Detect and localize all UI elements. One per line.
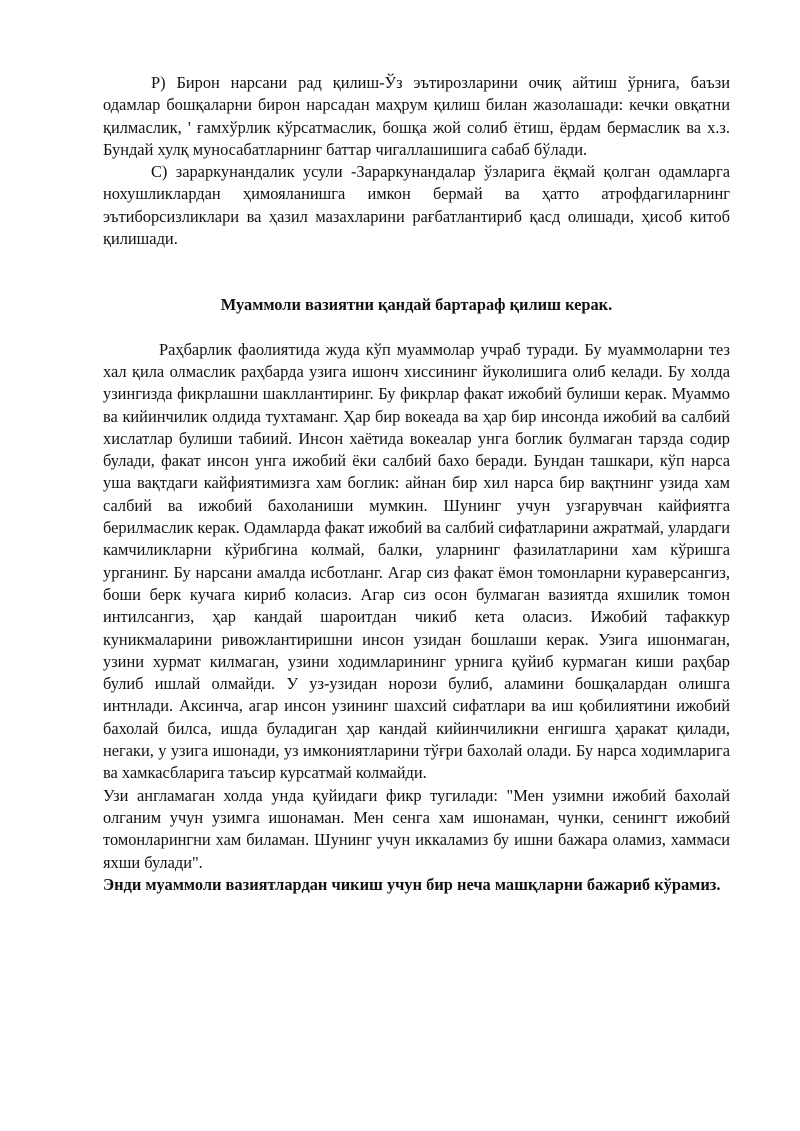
blank-line (103, 250, 730, 272)
paragraph-quote: Узи англамаган холда унда қуйидаги фикр тугилади: "Мен узимни ижобий бахолай олганим учун узимга ишонаман. Мен сенга хам ишонаман, чунки, сенингт ижобий томонларингни хам биламан. Шунинг учун иккаламиз бу ишни бажара оламиз, хаммаси яхши булади". (103, 785, 730, 872)
paragraph-main-body: Раҳбарлик фаолиятида жуда кўп муаммолар учраб туради. Бу муаммоларни тез хал қила олмаслик раҳбарда узига ишонч хиссининг йуколишига олиб келади. Бу холда узингизда фикрлашни шакллантиринг. Бу фикрлар факат ижобий булиши керак. Муаммо ва кийинчилик олдида тухтаманг. Ҳар бир вокеада ва ҳар бир инсонда ижобий ва салбий хислатлар булиши табиий. Инсон хаётида вокеалар унга боглик булмаган тарзда содир булади, факат инсон унга ижобий ёки салбий бахо беради. Бундан ташкари, кўп нарса уша вақтдаги кайфиятимизга хам боглик: айнан бир хил нарса бир вақтнинг узида хам салбий ва ижобий бахоланиши мумкин. Шунинг учун узгарувчан кайфиятга берилмаслик керак. Одамларда факат ижобий ва салбий сифатларини ажратмай, улардаги камчиликларни кўрибгина колмай, балки, уларнинг фазилатларини хам кўришга урганинг. Бу нарсани амалда исботланг. Агар сиз факат ёмон томонларни куравeрсангиз, боши берк кучага кириб коласиз. Агар сиз осон булмаган вазиятда яхшилик томон интилсангиз, ҳар кандай шароитдан чикиб кета оласиз. Ижобий тафаккур куникмаларини ривожлантиришни инсон узидан бошлаши керак. Узига ишонмаган, узини хурмат килмаган, узини ходимларининг урнига қуйиб курмаган киши раҳбар булиб ишлай олмайди. У уз-узидан норози булиб, аламини бошқалардан олишга интнлади. Аксинча, агар инсон узининг шахсий сифатлари ва иш қобилиятини ижобий бахолай билса, ишда буладиган ҳар кандай кийинчиликни енгишга ҳаракат қилади, негаки, у узига ишонади, уз имкониятларини тўғри бахолай олади. Бу нарса ходимларига ва хамкасбларига таъсир курсатмай колмайди. (103, 339, 730, 783)
paragraph-harm-method: С) зараркунандалик усули -Зараркунандалар ўзларига ёқмай қолган одамларга нохушликлардан ҳимояланишга имкон бермай ва ҳатто атрофдагиларнинг эътиборсизликлари ва ҳазил мазахларини рағбатлантириб қасд олишади, ҳисоб китоб қилишади. (103, 162, 730, 249)
document-page (103, 72, 730, 896)
paragraph-reject-method: Р) Бирон нарсани рад қилиш-Ўз эътирозларини очиқ айтиш ўрнига, баъзи одамлар бошқаларни бирон нарсадан маҳрум қилиш билан жазолашади: кечки овқатни қилмаслик, ' ғамхўрлик кўрсатмаслик, бошқа жой солиб ётиш, ёрдам бермаслик ва х.з. Бундай хулқ муносабатларнинг баттар чигаллашишига сабаб бўлади. (103, 73, 730, 159)
blank-line (103, 317, 730, 339)
paragraph-closing: Энди муаммоли вазиятлардан чикиш учун бир неча машқларни бажариб кўрамиз. (103, 874, 721, 894)
section-heading: Муаммоли вазиятни қандай бартараф қилиш керак. (220, 295, 613, 315)
blank-line (103, 272, 730, 294)
